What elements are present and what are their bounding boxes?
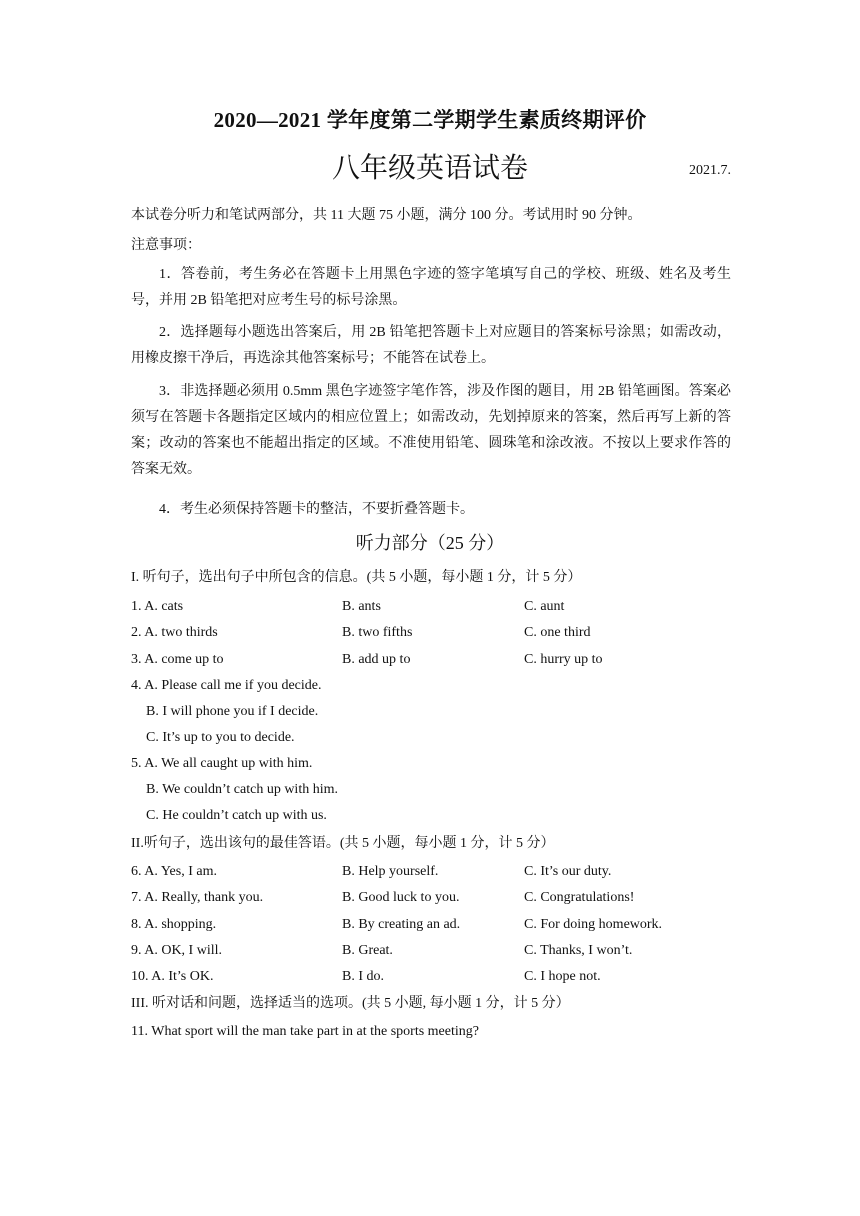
q2-option-c: C. one third xyxy=(524,625,591,640)
notes-title: 注意事项： xyxy=(131,238,201,253)
q8-option-a: 8. A. shopping. xyxy=(131,917,217,932)
note-3: 3．非选择题必须用 0.5mm 黑色字迹签字笔作答，涉及作图的题目，用 2B 铅笔画图。答案必须写在答题卡各题指定区域内的相应位置上；如需改动，先划掉原来的答案，然后再写上新的答案；改动的答案也不能超出指定的区域。不准使用铅笔、圆珠笔和涂改液。不按以上要求作答的答案无效。 xyxy=(131,384,731,477)
exam-subtitle: 八年级英语试卷 xyxy=(331,151,528,184)
q6-option-a: 6. A. Yes, I am. xyxy=(131,864,217,879)
q11-question: 11. What sport will the man take part in at the sports meeting? xyxy=(131,1024,479,1039)
q10-option-b: B. I do. xyxy=(342,969,384,984)
intro-summary: 本试卷分听力和笔试两部分，共 11 大题 75 小题，满分 100 分。考试用时 90 分钟。 xyxy=(131,208,642,223)
q3-option-c: C. hurry up to xyxy=(524,652,603,667)
q1-option-a: 1. A. cats xyxy=(131,599,184,614)
part2-heading: II.听句子，选出该句的最佳答语。(共 5 小题，每小题 1 分，计 5 分） xyxy=(131,836,555,851)
q7-option-a: 7. A. Really, thank you. xyxy=(131,890,264,905)
q9-option-a: 9. A. OK, I will. xyxy=(131,943,222,958)
part3-heading: III. 听对话和问题，选择适当的选项。(共 5 小题, 每小题 1 分，计 5 分） xyxy=(131,996,570,1011)
q10-option-a: 10. A. It’s OK. xyxy=(131,969,214,984)
note-4: 4．考生必须保持答题卡的整洁，不要折叠答题卡。 xyxy=(159,502,474,517)
q2-option-a: 2. A. two thirds xyxy=(131,625,218,640)
q4-option-c: C. It’s up to you to decide. xyxy=(146,730,295,745)
q3-option-a: 3. A. come up to xyxy=(131,652,224,667)
q4-option-a: 4. A. Please call me if you decide. xyxy=(131,678,322,693)
q5-option-a: 5. A. We all caught up with him. xyxy=(131,756,313,771)
listening-section-title: 听力部分（25 分） xyxy=(355,533,505,553)
q2-option-b: B. two fifths xyxy=(342,625,413,640)
exam-title: 2020—2021 学年度第二学期学生素质终期评价 xyxy=(213,108,647,132)
q8-option-b: B. By creating an ad. xyxy=(342,917,461,932)
q5-option-b: B. We couldn’t catch up with him. xyxy=(146,782,338,797)
q1-option-c: C. aunt xyxy=(524,599,565,614)
q9-option-b: B. Great. xyxy=(342,943,393,958)
q4-option-b: B. I will phone you if I decide. xyxy=(146,704,319,719)
q9-option-c: C. Thanks, I won’t. xyxy=(524,943,633,958)
q5-option-c: C. He couldn’t catch up with us. xyxy=(146,808,327,823)
q10-option-c: C. I hope not. xyxy=(524,969,601,984)
q7-option-c: C. Congratulations! xyxy=(524,890,635,905)
q6-option-c: C. It’s our duty. xyxy=(524,864,612,879)
q8-option-c: C. For doing homework. xyxy=(524,917,663,932)
part1-heading: I. 听句子，选出句子中所包含的信息。(共 5 小题，每小题 1 分，计 5 分） xyxy=(131,570,582,585)
q6-option-b: B. Help yourself. xyxy=(342,864,439,879)
q7-option-b: B. Good luck to you. xyxy=(342,890,460,905)
q1-option-b: B. ants xyxy=(342,599,381,614)
q3-option-b: B. add up to xyxy=(342,652,411,667)
note-2: 2．选择题每小题选出答案后，用 2B 铅笔把答题卡上对应题目的答案标号涂黑；如需改动，用橡皮擦干净后，再选涂其他答案标号；不能答在试卷上。 xyxy=(131,325,731,366)
note-1: 1．答卷前，考生务必在答题卡上用黑色字迹的签字笔填写自己的学校、班级、姓名及考生号，并用 2B 铅笔把对应考生号的标号涂黑。 xyxy=(131,267,731,308)
exam-date: 2021.7. xyxy=(689,163,731,178)
